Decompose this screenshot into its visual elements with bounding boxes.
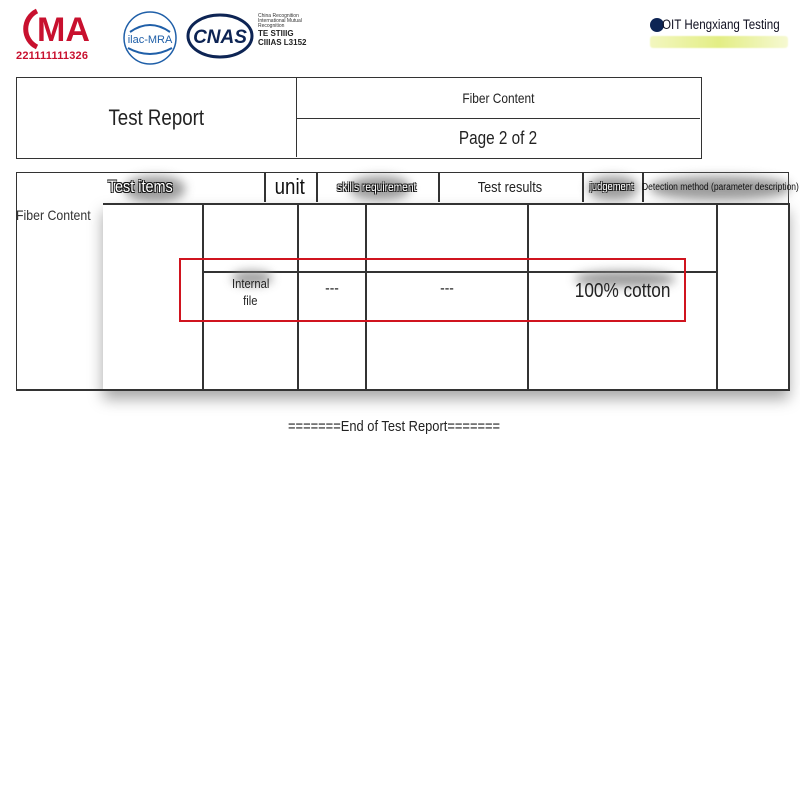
header-test-items xyxy=(16,172,264,202)
table-divider xyxy=(16,389,789,391)
header-label: Detection method (parameter description) xyxy=(642,181,799,193)
header-unit xyxy=(264,172,316,202)
company-name: OIT Hengxiang Testing xyxy=(662,17,780,32)
cell-text: Internal xyxy=(231,276,270,291)
cnas-logo-text: CNAS xyxy=(193,27,247,48)
cma-certificate-number: 221111111326 xyxy=(16,50,89,62)
cell-unit: --- xyxy=(324,280,339,297)
header-label: judgement xyxy=(590,181,634,193)
header-label: skills requirement xyxy=(337,180,417,194)
report-subject-cell xyxy=(297,78,700,119)
company-brand xyxy=(650,16,795,50)
highlight-box xyxy=(179,258,686,322)
accreditation-text xyxy=(258,14,316,47)
cell-requirement: --- xyxy=(439,280,454,297)
accreditation-line: International Mutual xyxy=(258,18,302,24)
header-detection-method xyxy=(642,172,800,202)
header-skills-requirement xyxy=(316,172,438,202)
page-info: Page 2 of 2 xyxy=(459,128,538,148)
page-info-cell xyxy=(297,119,700,158)
accreditation-label: TE STIIIG xyxy=(258,29,294,38)
header-test-results xyxy=(438,172,582,202)
report-title-cell xyxy=(17,78,297,157)
report-title: Test Report xyxy=(108,104,205,130)
header-judgement xyxy=(582,172,642,202)
header-label: unit xyxy=(274,174,306,199)
table-divider xyxy=(788,203,790,391)
header-label: Test results xyxy=(477,178,543,196)
table-divider xyxy=(103,203,789,205)
cnas-logo xyxy=(186,12,254,60)
cell-test-result: 100% cotton xyxy=(574,280,671,302)
accreditation-code: CIIIAS L3152 xyxy=(258,38,307,47)
cell-text: file xyxy=(243,293,258,308)
brand-tagline-bar xyxy=(650,36,788,48)
report-subject: Fiber Content xyxy=(462,90,535,106)
accreditation-line: Recognition xyxy=(258,23,285,29)
header-label: Test items xyxy=(107,177,173,196)
ilac-mra-logo xyxy=(120,10,180,66)
accreditation-line: China Recognition xyxy=(258,13,299,19)
row-test-item: Fiber Content xyxy=(16,207,91,223)
cma-logo-text: MA xyxy=(37,11,90,49)
ilac-logo-text: ilac-MRA xyxy=(127,34,173,46)
end-of-report: =======End of Test Report======= xyxy=(288,418,501,435)
report-title-box xyxy=(16,77,702,159)
